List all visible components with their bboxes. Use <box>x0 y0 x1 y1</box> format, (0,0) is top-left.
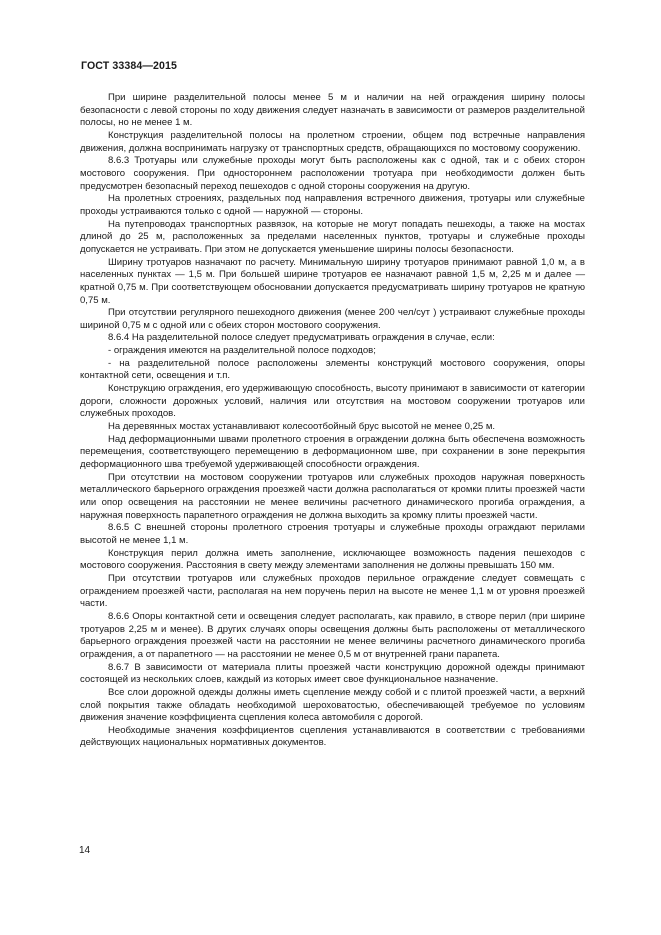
page-number: 14 <box>79 845 91 856</box>
document-body <box>80 92 585 750</box>
paragraph-section-8-6-6: 8.6.6 Опоры контактной сети и освещения следует располагать, как правило, в створе перил (при ширине тротуаров 2,25 м и менее). В других случаях опоры освещения должны быть расположены от металлического барьерного ограждения проезжей части на расстоянии не менее величины расчетного динамического прогиба ограждения, а от парапетного — на расстоянии не менее 0,5 м от внутренней грани парапета. <box>80 610 585 660</box>
document-header: ГОСТ 33384—2015 <box>81 60 178 72</box>
paragraph: Конструкция разделительной полосы на пролетном строении, общем под встречные направления движения, должна воспринимать нагрузку от транспортных средств, обращающихся по мостовому сооружению. <box>80 129 585 154</box>
list-item: - на разделительной полосе расположены элементы конструкций мостового сооружения, опоры контактной сети, освещения и т.п. <box>80 357 585 382</box>
paragraph-section-8-6-3: 8.6.3 Тротуары или служебные проходы могут быть расположены как с одной, так и с обеих сторон мостового сооружения. При одностороннем расположении тротуара при необходимости должен быть предусмотрен безопасный переход пешеходов с одной стороны сооружения на другую. <box>80 155 585 192</box>
paragraph: На пролетных строениях, раздельных под направления встречного движения, тротуары или служебные проходы устраиваются только с одной — наружной — стороны. <box>80 193 585 217</box>
paragraph: Ширину тротуаров назначают по расчету. Минимальную ширину тротуаров принимают равной 1,0 м, а в населенных пунктах — 1,5 м. При большей ширине тротуаров ее назначают равной 1,5 м, 2,25 м и далее — кратной 0,75 м. При соответствующем обосновании допускается предусматривать ширину тротуаров не кратную 0,75 м. <box>80 256 585 306</box>
list-item: - ограждения имеются на разделительной полосе подходов; <box>108 345 376 357</box>
paragraph: При ширине разделительной полосы менее 5 м и наличии на ней ограждения ширину полосы безопасности с левой стороны по ходу движения следует назначать в зависимости от размеров разделительной полосы, но не менее 1 м. <box>80 92 585 129</box>
paragraph: На деревянных мостах устанавливают колесоотбойный брус высотой не менее 0,25 м. <box>108 421 496 433</box>
paragraph-section-8-6-5: 8.6.5 С внешней стороны пролетного строения тротуары и служебные проходы ограждают перилами высотой не менее 1,1 м. <box>80 522 585 546</box>
paragraph-section-8-6-7: 8.6.7 В зависимости от материала плиты проезжей части конструкцию дорожной одежды принимают состоящей из нескольких слоев, каждый из которых имеет свое функциональное назначение. <box>80 661 585 686</box>
paragraph: На путепроводах транспортных развязок, на которые не могут попадать пешеходы, а также на мостах длиной до 25 м, расположенных за пределами населенных пунктов, тротуары и служебные проходы допускается не устраивать. При этом не допускается уменьшение ширины полосы безопасности. <box>80 218 585 255</box>
paragraph: При отсутствии на мостовом сооружении тротуаров или служебных проходов наружная поверхность металлического барьерного ограждения проезжей части должна располагаться от кромки плиты проезжей части или опор освещения на расстоянии не менее величины расчетного динамического прогиба ограждения, а наружная поверхность парапетного ограждения не должна выходить за кромку плиты проезжей части. <box>80 471 585 521</box>
paragraph: Все слои дорожной одежды должны иметь сцепление между собой и с плитой проезжей части, а верхний слой покрытия также обладать необходимой шероховатостью, обеспечивающей требуемое по условиям движения значение коэффициента сцепления колеса автомобиля с дорогой. <box>80 686 585 724</box>
paragraph-section-8-6-4: 8.6.4 На разделительной полосе следует предусматривать ограждения в случае, если: <box>108 332 495 344</box>
paragraph: При отсутствии регулярного пешеходного движения (менее 200 чел/сут ) устраивают служебные проходы шириной 0,75 м с одной или с обеих сторон мостового сооружения. <box>80 307 585 331</box>
paragraph: Конструкцию ограждения, его удерживающую способность, высоту принимают в зависимости от категории дороги, сложности дорожных условий, наличия или отсутствия на мостовом сооружении тротуаров или служебных проходов. <box>80 383 585 420</box>
paragraph: Конструкция перил должна иметь заполнение, исключающее возможность падения пешеходов с мостового сооружения. Расстояния в свету между элементами заполнения не должны превышать 150 мм. <box>80 547 585 572</box>
paragraph: Необходимые значения коэффициентов сцепления устанавливаются в соответствии с требованиями действующих национальных нормативных документов. <box>80 724 585 749</box>
paragraph: Над деформационными швами пролетного строения в ограждении должна быть обеспечена возможность перемещения, соответствующего перемещению в деформационном шве, при сохранении в зоне перекрытия деформационного шва требуемой удерживающей способности ограждения. <box>80 433 585 471</box>
paragraph: При отсутствии тротуаров или служебных проходов перильное ограждение следует совмещать с ограждением проезжей части, располагая на нем поручень перил на высоте не менее 1,1 м от уровня проезжей части. <box>80 572 585 610</box>
